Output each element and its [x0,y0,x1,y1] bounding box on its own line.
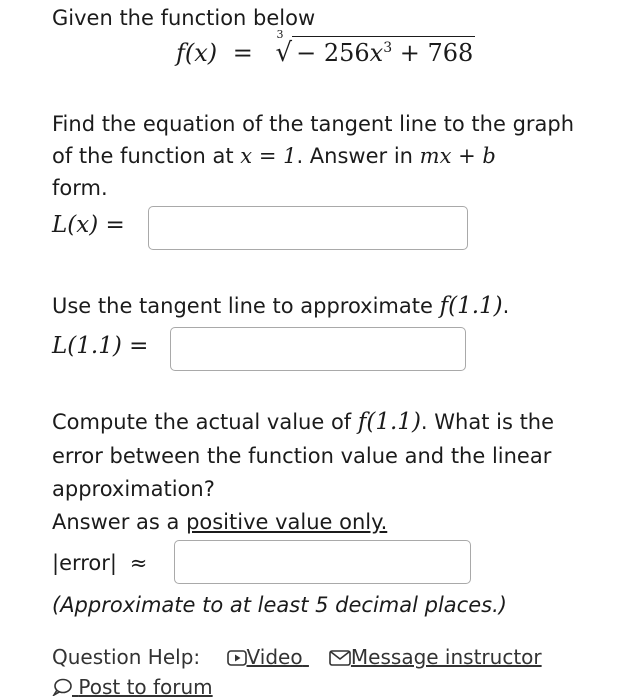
post-to-forum-link[interactable]: Post to forum [52,675,213,699]
radicand-variable: x [369,39,384,67]
precision-note: (Approximate to at least 5 decimal places.) [52,593,507,617]
question-help-bar [52,645,542,669]
message-instructor-link[interactable]: Message instructor [329,645,542,669]
x-equals-1: x = 1 [240,144,297,168]
part3-line4: Answer as a positive value only. [52,510,388,534]
part3-line1: Compute the actual value of f(1.1). What is the [52,409,555,435]
part1-line1: Find the equation of the tangent line to the graph [52,112,575,136]
cube-root: $^3√ - 256x^3 + 768$ [275,28,474,68]
positive-value-note: positive value only. [186,510,388,534]
lx-label: L(x) = [52,212,125,238]
forum-row [52,675,213,699]
question-help-label: Question Help: [52,645,201,669]
part3-line3: approximation? [52,477,215,501]
speech-bubble-icon [52,678,72,696]
part1-line2: of the function at x = 1. Answer in mx + b [52,144,496,168]
approx-symbol: ≈ [129,551,148,575]
radicand-exponent: 3 [383,40,393,56]
function-equation [176,28,475,68]
part3-line2: error between the function value and the linear [52,444,552,468]
error-answer-input[interactable] [174,540,471,584]
part2-prompt: Use the tangent line to approximate f(1.1). [52,293,510,319]
root-index: 3 [276,28,284,41]
slope-intercept-form: mx + b [419,144,496,168]
video-icon [227,650,247,666]
l11-label: L(1.1) = [52,333,149,359]
l11-answer-input[interactable] [170,327,466,371]
video-link[interactable]: Video [227,645,309,669]
envelope-icon [329,650,351,666]
radicand-constant: + 768 [392,39,474,67]
lx-answer-input[interactable] [148,206,468,250]
error-label: |error| ≈ [52,551,148,575]
function-lhs: f(x) [176,39,218,67]
radicand-coefficient: − 256 [296,39,370,67]
intro-text: Given the function below [52,6,316,30]
part1-line3: form. [52,176,108,200]
equals-sign: = [232,39,253,67]
